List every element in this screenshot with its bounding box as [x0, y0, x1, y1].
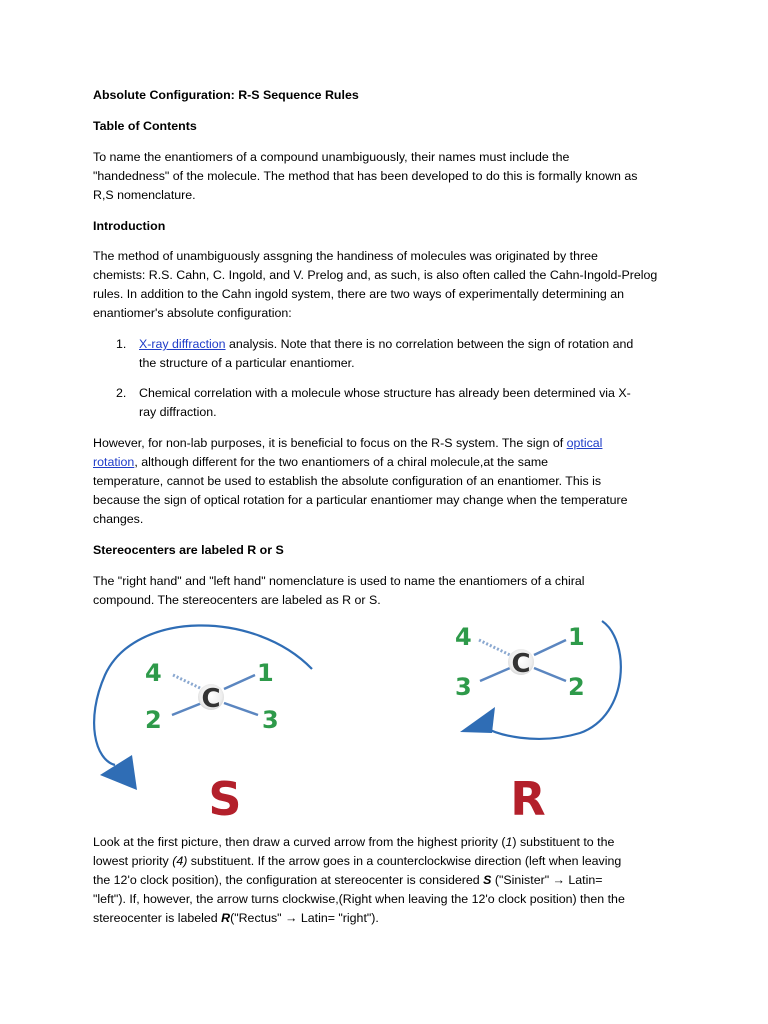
introduction-line-1: The method of unambiguously assgning the handiness of molecules was originated by three [93, 249, 598, 263]
r-carbon-label: C [511, 649, 531, 679]
final-line-5-bold-r: R [221, 911, 231, 925]
s-priority-3: 3 [262, 706, 279, 734]
list-item-1-line-2: the structure of a particular enantiomer. [139, 356, 355, 370]
x-ray-diffraction-link[interactable]: X-ray diffraction [139, 337, 226, 351]
stereocenters-heading: Stereocenters are labeled R or S [93, 543, 284, 557]
r-bond-3 [480, 668, 510, 681]
final-line-2-text-c: substituent. If the arrow goes in a counterclockwise direction (left when leaving [187, 854, 622, 868]
final-line-1-text-a: Look at the first picture, then draw a curved arrow from the highest priority ( [93, 835, 506, 849]
stereo-line-1: The "right hand" and "left hand" nomenclature is used to name the enantiomers of a chiral [93, 574, 585, 588]
final-line-2-italic: (4) [172, 854, 188, 868]
r-priority-4: 4 [455, 623, 472, 651]
list-item-2-number: 2. [116, 386, 127, 400]
r-bond-1 [534, 640, 566, 655]
r-arrowhead-icon [460, 707, 495, 733]
s-bond-4 [173, 675, 202, 689]
r-molecule [455, 621, 621, 826]
s-priority-1: 1 [257, 659, 274, 687]
introduction-line-4: enantiomer's absolute configuration: [93, 306, 292, 320]
r-priority-3: 3 [455, 673, 472, 701]
s-carbon-label: C [201, 684, 221, 714]
s-bond-2 [172, 703, 202, 715]
intro-line-2: "handedness" of the molecule. The method that has been developed to do this is formally known as [93, 169, 638, 183]
final-line-3-bold-s: S [483, 873, 492, 887]
r-bond-4 [479, 640, 510, 655]
r-priority-2: 2 [568, 673, 585, 701]
final-line-1 [93, 833, 614, 852]
s-bond-1 [224, 675, 255, 689]
list-item-2-line-2: ray diffraction. [139, 405, 217, 419]
introduction-heading: Introduction [93, 219, 166, 233]
final-line-3-text-a: the 12'o clock position), the configuration at stereocenter is considered [93, 873, 484, 887]
list-item-1-number: 1. [116, 337, 127, 351]
intro-line-3: R,S nomenclature. [93, 188, 196, 202]
r-rotation-arrow-arc [478, 621, 621, 739]
final-line-3-text-c: ("Sinister" → Latin= [491, 873, 603, 887]
final-line-2-text-a: lowest priority [93, 854, 173, 868]
r-label: R [510, 772, 546, 826]
list-item-1-text: analysis. Note that there is no correlation between the sign of rotation and [225, 337, 634, 351]
final-line-4: "left"). If, however, the arrow turns clockwise,(Right when leaving the 12'o clock position) then the [93, 892, 625, 906]
intro-line-1: To name the enantiomers of a compound unambiguously, their names must include the [93, 150, 570, 164]
final-line-5 [93, 909, 379, 928]
list-item-1-line-1 [139, 335, 633, 354]
optical-rotation-link-part-1[interactable]: optical [566, 436, 603, 450]
however-line-2-text: , although different for the two enantiomers of a chiral molecule,at the same [134, 455, 549, 469]
list-item-2-line-1: Chemical correlation with a molecule whose structure has already been determined via X- [139, 386, 631, 400]
rs-configuration-figure [90, 615, 650, 830]
final-line-5-text-c: ("Rectus" → Latin= "right"). [230, 911, 379, 925]
s-priority-4: 4 [145, 659, 162, 687]
s-molecule [94, 625, 312, 826]
final-line-5-text-a: stereocenter is labeled [93, 911, 222, 925]
final-line-1-text-c: ) substituent to the [512, 835, 615, 849]
introduction-line-2: chemists: R.S. Cahn, C. Ingold, and V. Prelog and, as such, is also often called the Cahn-Ingold-Prelog [93, 268, 658, 282]
however-line-5: changes. [93, 512, 144, 526]
s-bond-3 [224, 703, 258, 715]
s-priority-2: 2 [145, 706, 162, 734]
however-line-2 [93, 453, 548, 472]
however-line-4: because the sign of optical rotation for a particular enantiomer may change when the temperature [93, 493, 628, 507]
final-line-3 [93, 871, 602, 890]
however-line-1 [93, 434, 602, 453]
document-title: Absolute Configuration: R-S Sequence Rules [93, 88, 359, 102]
however-line-1-text: However, for non-lab purposes, it is beneficial to focus on the R-S system. The sign of [93, 436, 567, 450]
however-line-3: temperature, cannot be used to establish the absolute configuration of an enantiomer. This is [93, 474, 602, 488]
final-line-2 [93, 852, 621, 871]
optical-rotation-link-part-2[interactable]: rotation [93, 455, 135, 469]
final-line-1-italic: 1 [505, 835, 513, 849]
table-of-contents-heading: Table of Contents [93, 119, 197, 133]
r-priority-1: 1 [568, 623, 585, 651]
r-bond-2 [534, 668, 566, 681]
s-label: S [208, 772, 242, 826]
introduction-line-3: rules. In addition to the Cahn ingold system, there are two ways of experimentally determining an [93, 287, 625, 301]
stereo-line-2: compound. The stereocenters are labeled as R or S. [93, 593, 381, 607]
